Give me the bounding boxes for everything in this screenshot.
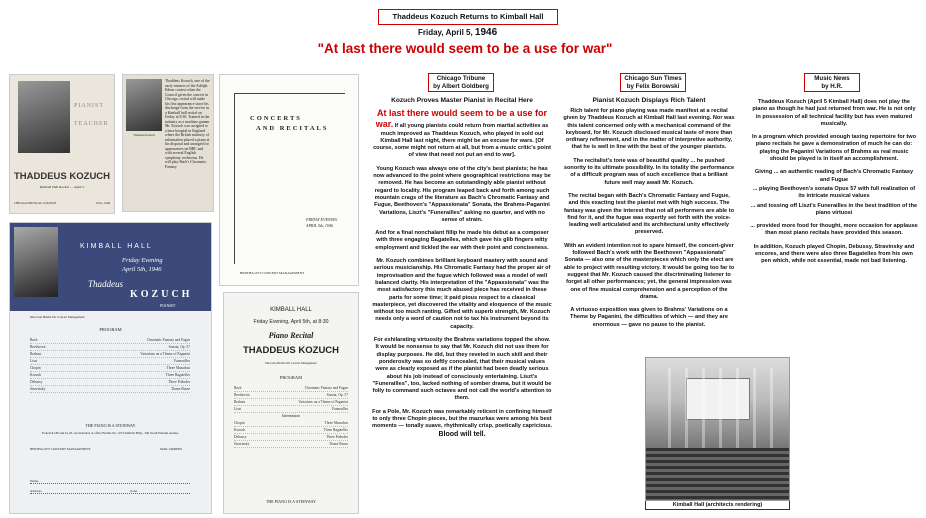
program-item [30,386,190,393]
suntimes-source-box [620,73,686,92]
tribune-p4: Mr. Kozuch combines brilliant keyboard mastery with sound and serious musicianship. His Chromatic Fantasy had the proper air of improvisation and the fugue which followed was a model of well balanced clarity. His interpretation of the "Appassionata" was the most satisfactory this much abused piece has received in these parts for some time; it paid pious respect to a classical masterpiece, yet discovered the vitality and eloquence of the music without too much ranting. Gifted with superb strength, Mr. Kozuch needs only a word of caution not to tax his instrument beyond its capacity. [372,258,552,330]
clipping-text: Thaddeus Kozuch, one of the early winners of the Adolph Edens contest when the Council given the concert in Chicago, recital will make his first appearance since his discharge from the service in a Kimball hall recital on Friday at 8:30. Trained in the industry as a machine gunner Mr. Kozuch was assigned to a base hospital in England where the British ministry of information placed a piano at his disposal and arranged for appearances on BBC and with several English symphony orchestras. He will play Bach's Chromatic Fantasy [165,79,210,169]
clipping-photo [126,79,162,131]
suntimes-headline: Pianist Kozuch Displays Rich Talent [592,97,706,104]
headline-quote: "At last there would seem to be a use for war" [317,41,613,56]
tribune-p2: Young Kozuch was always one of the city's best pianists; he has now advanced to the point where geographical restrictions may be removed. He has become an outstandingly able pianist without regard to locality. His program leaped back and forth among such mountain crags of the literature as Bach's Chromatic Fantasy and Fugue, Beethoven's "Appassionata" Sonata, the Brahms-Paganini Variations, Liszt's "Funerailles" asking no quarter, and with no sense of strain. [373,165,551,223]
program-item-composer: Stravinsky [30,387,46,391]
tribune-article [372,108,552,439]
musicnews-p3: Giving ... an authentic reading of Bach's Chromatic Fantasy and Fugue [754,169,914,183]
program-direction: Direction Bertha Ott Concert Management [265,361,317,365]
kozuch-photo [18,81,70,153]
program-item [234,420,348,427]
poster-name2: KOZUCH [130,289,193,300]
poster-role: PIANIST [160,303,176,308]
poster-program-list [30,337,190,393]
program-label: PROGRAM [279,375,303,380]
hall-columns [654,368,781,448]
tribune-p1: If all young pianists could return from martial activities as much improved as Thaddeus Kozuch, who played in sold out Kimball Hall last night, there might be an excuse for wars. [Of course, some might not return at all, but from a music critic's point of view that need not put an end to war]. [373,123,551,159]
program-item-work: Three Mazurkas [166,366,190,370]
program-recital: Piano Recital [268,331,314,340]
poster-name-label: Name [30,479,39,483]
pianist-teacher-label: PIANIST TEACHER [74,103,109,127]
program-intermission: Intermission [282,414,300,418]
program-item [30,379,190,386]
musicnews-p4: ... playing Beethoven's sonata Opus 57 with full realization of its intricate musical values [752,185,916,200]
program-item-work: Three Bagatelles [323,428,348,432]
program-item-work: Three Mazurkas [324,421,348,425]
poster-address-field [30,489,190,494]
musicnews-p7: In addition, Kozuch played Chopin, Debussy, Stravinsky and encores, and there were also three Bagatelles from his own pen which, while not essential, made not bad listening. [753,243,915,265]
poster-direction: Direction Bertha Ott Concert Management [30,315,85,319]
program-item [30,337,190,344]
program-item-composer: Bach [30,338,38,342]
suntimes-p5: A virtuoso exposition was given to Brahms' Variations on a Theme by Paganini, the difficulties of which — and they are enormous — gave no pause to the pianist. [570,307,728,328]
program-item-composer: Brahms [30,352,42,356]
program-item-work: Variations on a Theme of Paganini [298,400,348,404]
program-item-composer: Liszt [30,359,38,363]
program-item [30,365,190,372]
program-item-work: Three Bagatelles [165,373,190,377]
tribune-p5: For exhilarating virtuosity the Brahms variations topped the show. It would be nonsense to say that Mr. Kozuch did not use them for display purposes. He did, but they reveled in such skill and their ponderosity was so deftly concealed, that their musical values were as clearly exposed as if the pianist had been deadly serious about his job instead of consciously entertaining. Liszt's "Funerailles", too, lacked nothing of somber drama, but it would be folly to command such octaves and not call the world's attention to them. [372,337,552,402]
tribune-p6-end: Blood will tell. [438,430,486,438]
cover-date2: APRIL 5th, 1946 [306,223,333,228]
tribune-source-name: Chicago Tribune [436,75,486,82]
program-name: THADDEUS KOZUCH [242,345,340,356]
program-item-work: Chromatic Fantasy and Fugue [146,338,190,342]
program-item [30,351,190,358]
musicnews-author: by H.R. [821,82,843,90]
suntimes-source-name: Chicago Sun Times [624,75,682,82]
program-item [30,372,190,379]
date-prefix: Friday, April 5, [418,28,473,37]
recital-poster [9,222,212,514]
program-item-work: Danse Russe [171,387,190,391]
program-item-work: Funerailles [332,407,348,411]
program-list [234,385,348,448]
program-item-composer: Kozuch [30,373,42,377]
hall-seats [646,448,789,500]
poster-tickets: Tickets $1.80 and $1.20, tax included, at office Bertha Ott, 1223 Kimball Bldg., 306 South Wabash Avenue [41,431,179,435]
musicnews-article [750,99,918,272]
poster-photo [14,227,58,297]
newspaper-clipping [122,74,214,212]
suntimes-p1: Rich talent for piano playing was made manifest at a recital given by Thaddeus Kozuch at Kimball Hall last evening. Nor was this talent concerned only with a mechanical command of the keyboard, for Mr. Kozuch disclosed musical taste of more than ordinary refinement, and in the matter of interpretive authority, that he is well in line with the best of the younger pianists. [563,108,735,151]
program-item [234,441,348,448]
poster-name-field [30,479,190,484]
recital-program [223,292,359,514]
poster-steinway: THE PIANO IS A STEINWAY [85,423,136,428]
tribune-headline: Kozuch Proves Master Pianist in Recital Here [391,97,533,104]
musicnews-p5: ... and tossing off Liszt's Funerailles in the best tradition of the piano virtuosi [750,202,918,216]
program-item-work: Variations on a Theme of Paganini [140,352,190,356]
tribune-source-box [428,73,494,92]
cover-title2: AND RECITALS [256,125,329,132]
pianist-teacher-card [9,74,115,214]
program-item-work: Three Preludes [168,380,190,384]
program-item [30,358,190,365]
program-item-work: Three Preludes [326,435,348,439]
program-steinway: THE PIANO IS A STEINWAY [265,499,317,504]
program-item-work: Chromatic Fantasy and Fugue [304,386,348,390]
musicnews-p2: In a program which provided enough taxing repertoire for two piano recitals he gave a demonstration of much he can do: playing the Paganini Variations of Brahms as real music should be played is in itself an accomplishment. [751,134,917,163]
poster-zone-label: Zone [130,489,138,493]
program-item [234,392,348,399]
program-item-composer: Bach [234,386,242,390]
program-hall: KIMBALL HALL [270,307,312,313]
date-year: 1946 [474,27,498,38]
program-item [234,406,348,413]
suntimes-p3: The recital began with Bach's Chromatic Fantasy and Fugue, and this exacting test the pianist met with high success. The fantasy was given the interest that not all performers are able to find for it, and the fugue was expertly set forth with the voice-leading well articulated and its architectural unity effectively preserved. [563,192,735,236]
poster-hall: KIMBALL HALL [80,243,153,250]
program-item-composer: Beethoven [30,345,46,349]
suntimes-p2: The recitalist's tone was of beautiful quality ... he pushed sonority to its ultimate possibility. In its totality the performance of a difficult program was of such excellence that a brilliant future well may await Mr. Kozuch. [563,157,735,186]
program-item [234,427,348,434]
program-date: Friday Evening, April 5th, at 8:30 [253,319,329,325]
poster-address-label: Address [30,489,42,493]
page-date [418,27,497,38]
poster-date2: April 5th, 1946 [122,266,162,273]
program-item [234,385,348,392]
poster-date1: Friday Evening [122,257,163,264]
card-footer-left: CHICAGO MUSICAL COLLEGE [14,201,57,205]
musicnews-p6: ... provided more food for thought, more occasion for applause than most piano recitals have provided this season. [750,223,918,237]
program-item-composer: Kozuch [234,428,246,432]
program-item-composer: Liszt [234,407,242,411]
program-item-composer: Chopin [234,421,245,425]
kimball-hall-image [645,357,790,501]
cover-date1: FRIDAY EVENING [306,217,338,222]
poster-program-label: PROGRAM [99,327,122,332]
program-item [30,344,190,351]
clipping-photo-caption: Thaddeus Kozuch [133,133,155,137]
program-item [234,434,348,441]
kimball-hall-caption: Kimball Hall (architects rendering) [645,501,790,510]
cover-management: BERTHA OTT CONCERT MANAGEMENT [240,271,305,275]
program-item-composer: Debussy [30,380,43,384]
poster-mail-orders: MAIL ORDERS [160,447,183,451]
tribune-quote: At last there would seem to be a use for war. [375,108,548,130]
tribune-p3: And for a final nonchalant fillip he made his debut as a composer with three engaging Bagatelles, which gave his glib fingers witty employment and tickled the ear with their point and conciseness. [375,230,549,251]
poster-name1: Thaddeus [88,279,124,289]
page-title: Thaddeus Kozuch Returns to Kimball Hall [378,9,558,25]
program-item-work: Funerailles [174,359,190,363]
program-item-composer: Beethoven [234,393,250,397]
musicnews-p1: Thaddeus Kozuch (April 5 Kimball Hall) does not play the piano as though he had just returned from war. He is not only in possession of all technical facility but has even matured musically. [752,99,916,127]
suntimes-p4: With an evident intention not to spare himself, the concert-giver followed Bach's work with the Beethoven "Appassionata" Sonata — also one of the masterpieces which only the elect are able to project with resulting victory. It would be going too far to suggest that Mr. Kozuch caused the discriminating listener to forget all other performances; yet, the general impression was one of fine musical comprehension and a perception of the drama. [563,242,735,300]
musicnews-source-name: Music News [814,75,850,82]
tribune-author: by Albert Goldberg [433,82,489,90]
program-item-composer: Debussy [234,435,247,439]
program-cover [219,74,359,286]
program-item-composer: Chopin [30,366,41,370]
program-item-composer: Stravinsky [234,442,250,446]
program-item-composer: Brahms [234,400,246,404]
cover-title1: CONCERTS [250,115,302,122]
program-item-work: Sonata, Op. 57 [326,393,348,397]
card-name: THADDEUS KOZUCH [13,171,111,182]
program-item [234,399,348,406]
card-footer-right: Price, 1946 [96,201,110,205]
poster-mgmt: BERTHA OTT CONCERT MANAGEMENT [30,447,91,451]
tribune-p6: For a Pole, Mr. Kozuch was remarkably reticent in confining himself to only three Chopin pieces, but the mazurkas were among his best moments — tonally suave, rhythmically crisp, poetically capricious. [372,408,552,430]
program-item-work: Sonata, Op. 57 [168,345,190,349]
suntimes-author: by Felix Borowski [626,82,680,90]
program-item-work: Danse Russe [329,442,348,446]
suntimes-article [563,108,735,335]
musicnews-source-box [804,73,860,92]
card-caption: Kimball Hall Recital — April 5 [39,185,85,189]
